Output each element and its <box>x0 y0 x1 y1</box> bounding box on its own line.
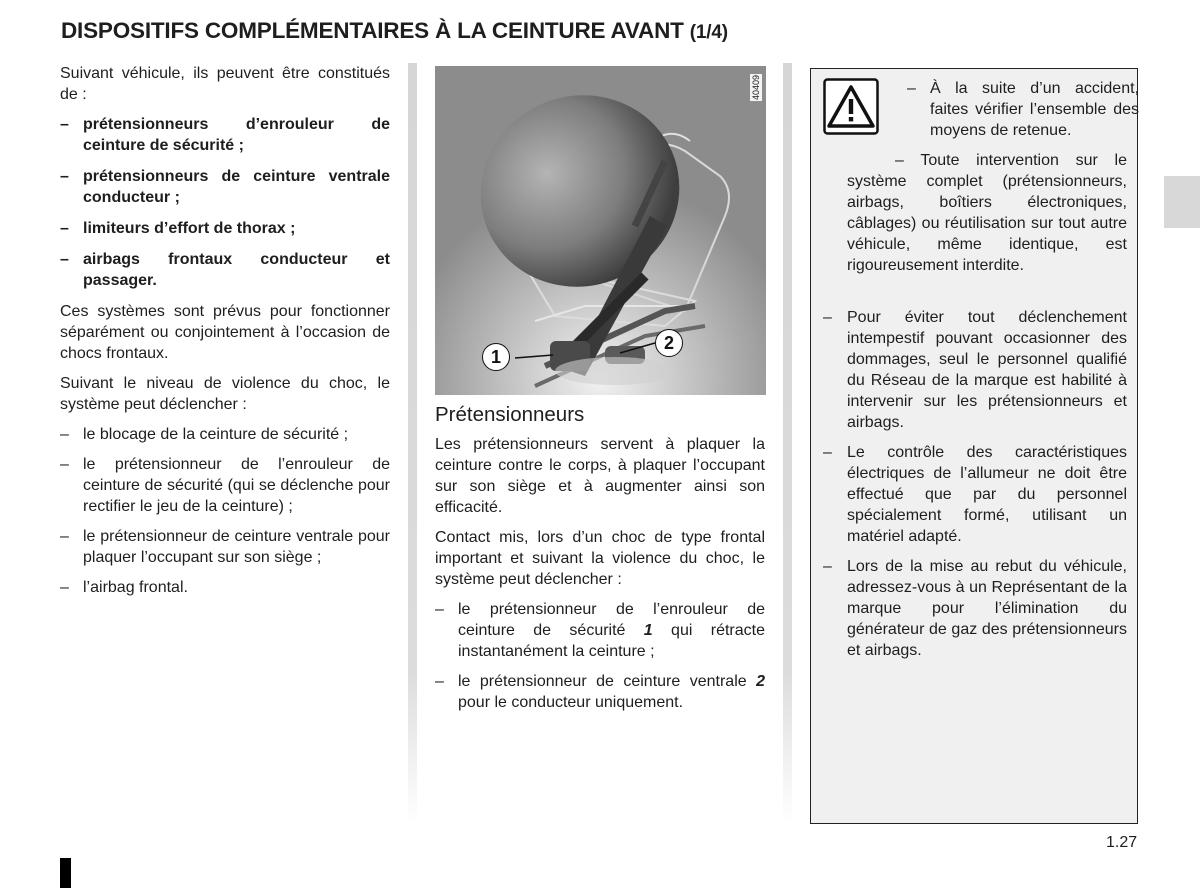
warning-second: – Toute intervention sur le système complet (prétensionneurs, airbags, boîtiers électroniques, câblages) ou réutilisation sur tout autre véhicule, même identique, est rigoureusement interdite. <box>847 152 1127 274</box>
pretensioner-item-2 <box>435 671 765 713</box>
device-item: – airbags frontaux conducteur et passager. <box>60 249 390 291</box>
pretensioner-trigger: Contact mis, lors d’un choc de type frontal important et suivant la violence du choc, le système peut déclencher : <box>435 529 765 588</box>
warning-item: – Lors de la mise au rebut du véhicule, adressez-vous à un Représentant de la marque pour l’élimination du générateur de gaz des prétensionneurs et airbags. <box>823 556 1127 661</box>
seat-airbag-drawing <box>435 66 766 395</box>
column-separator <box>783 63 792 823</box>
callout-1: 1 <box>482 343 510 371</box>
item-text: pour le conducteur uniquement. <box>458 694 684 711</box>
violence-paragraph: Suivant le niveau de violence du choc, le système peut déclencher : <box>60 375 390 413</box>
trigger-item: – l’airbag frontal. <box>60 577 390 598</box>
pretensioner-item-1 <box>435 599 765 662</box>
systems-paragraph: Ces systèmes sont prévus pour fonctionner séparément ou conjointement à l’occasion de chocs frontaux. <box>60 303 390 362</box>
crop-mark <box>60 858 71 888</box>
left-column <box>60 63 390 607</box>
device-item: – limiteurs d’effort de thorax ; <box>60 218 390 239</box>
warning-item: – Pour éviter tout déclenchement intempestif pouvant occasionner des dommages, seul le personnel qualifié du Réseau de la marque est habilité à intervenir sur les prétensionneurs et airbags. <box>823 307 1127 433</box>
page-title-text: DISPOSITIFS COMPLÉMENTAIRES À LA CEINTURE AVANT <box>61 18 684 43</box>
item-text: le prétensionneur de l’enrouleur de ceinture de sécurité <box>458 601 765 639</box>
page-number: 1.27 <box>1106 834 1138 851</box>
pretensioner-purpose: Les prétensionneurs servent à plaquer la ceinture contre le corps, à plaquer l’occupant sur son siège et à augmenter ainsi son efficacité. <box>435 436 765 516</box>
item-ref: 1 <box>643 622 653 639</box>
device-item: – prétensionneurs d’enrouleur de ceinture de sécurité ; <box>60 114 390 156</box>
seat-airbag-illustration <box>435 66 766 395</box>
warning-list <box>823 307 1127 670</box>
item-text: qui rétracte instantanément la ceinture ; <box>458 622 765 660</box>
column-separator <box>408 63 417 823</box>
page-title-suffix: (1/4) <box>689 22 728 43</box>
device-item: – prétensionneurs de ceinture ventrale conducteur ; <box>60 166 390 208</box>
section-heading: Prétensionneurs <box>435 403 585 426</box>
item-text: le prétensionneur de ceinture ventrale <box>458 673 757 690</box>
callout-2: 2 <box>655 329 683 357</box>
page-title <box>61 18 728 44</box>
warning-triangle-icon <box>823 78 879 135</box>
warning-item: – Le contrôle des caractéristiques électriques de l’allumeur ne doit être effectué que par du personnel spécialement formé, utilisant un matériel adapté. <box>823 442 1127 547</box>
intro-text: Suivant véhicule, ils peuvent être constitués de : <box>60 65 390 103</box>
trigger-item: – le prétensionneur de ceinture ventrale pour plaquer l’occupant sur son siège ; <box>60 526 390 568</box>
warning-first <box>907 78 1139 141</box>
item-ref: 2 <box>756 673 765 690</box>
trigger-item: – le prétensionneur de l’enrouleur de ceinture de sécurité (qui se déclenche pour rectifier le jeu de la ceinture) ; <box>60 454 390 517</box>
warning-first-item: – À la suite d’un accident, faites vérifier l’ensemble des moyens de retenue. <box>907 78 1139 141</box>
section-thumb-tab <box>1164 176 1200 228</box>
warning-box <box>810 68 1138 824</box>
figure-code: 40409 <box>751 75 761 101</box>
trigger-item: – le blocage de la ceinture de sécurité ; <box>60 424 390 445</box>
middle-column <box>435 434 765 722</box>
